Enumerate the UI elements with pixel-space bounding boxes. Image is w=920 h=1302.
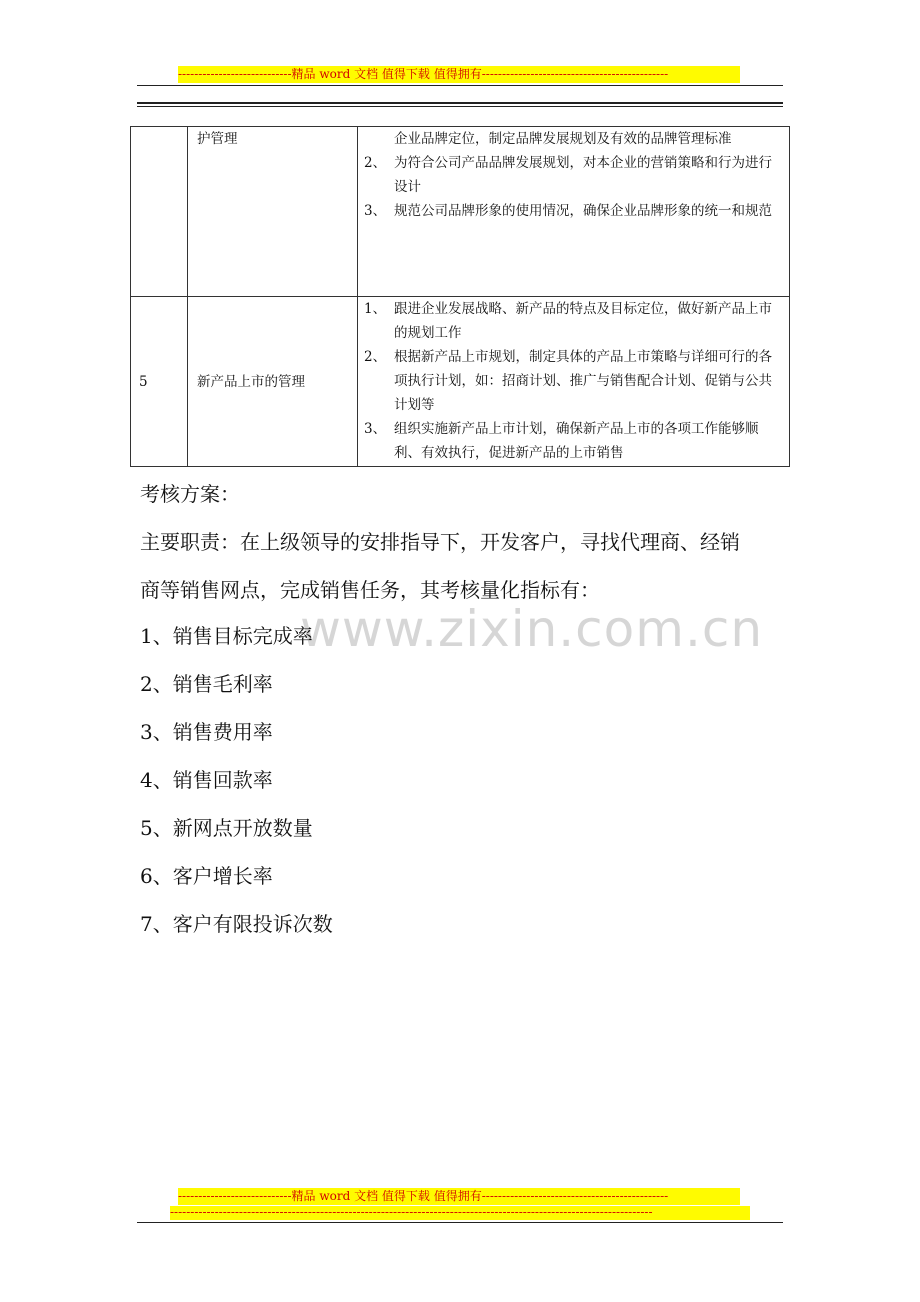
list-item bbox=[364, 127, 781, 151]
row-title: 护管理 bbox=[188, 127, 358, 297]
footer-dash-line: ----------------------------------------------------------------------------------------------------------------------- bbox=[170, 1206, 750, 1220]
header-rule-double-top bbox=[137, 102, 783, 104]
item-text: 根据新产品上市规划，制定具体的产品上市策略与详细可行的各项执行计划，如：招商计划、推广与销售配合计划、促销与公共计划等 bbox=[394, 349, 772, 413]
item-number: 3、 bbox=[364, 421, 387, 437]
list-item bbox=[364, 297, 781, 345]
table-row bbox=[131, 297, 790, 467]
row-title: 新产品上市的管理 bbox=[188, 297, 358, 467]
watermark: www.zixin.com.cn bbox=[300, 600, 764, 658]
indicator-item: 4、销售回款率 bbox=[140, 768, 273, 792]
list-item bbox=[364, 151, 781, 199]
item-number: 2、 bbox=[364, 349, 387, 365]
row-description bbox=[358, 127, 790, 297]
indicator-item: 3、销售费用率 bbox=[140, 720, 273, 744]
table-row bbox=[131, 127, 790, 297]
footer-rule bbox=[137, 1222, 783, 1223]
indicator-item: 1、销售目标完成率 bbox=[140, 624, 313, 648]
indicator-item: 5、新网点开放数量 bbox=[140, 816, 313, 840]
item-number bbox=[364, 127, 394, 151]
item-number: 2、 bbox=[364, 155, 387, 171]
section-heading: 考核方案： bbox=[140, 482, 240, 506]
indicator-item: 6、客户增长率 bbox=[140, 864, 273, 888]
row-number: 5 bbox=[131, 297, 188, 467]
duty-paragraph-line-2: 商等销售网点，完成销售任务，其考核量化指标有： bbox=[140, 578, 600, 602]
item-text: 为符合公司产品品牌发展规划，对本企业的营销策略和行为进行设计 bbox=[394, 155, 772, 195]
item-number: 3、 bbox=[364, 203, 387, 219]
item-text: 规范公司品牌形象的使用情况，确保企业品牌形象的统一和规范 bbox=[394, 203, 772, 219]
indicator-item: 2、销售毛利率 bbox=[140, 672, 273, 696]
item-text: 组织实施新产品上市计划，确保新产品上市的各项工作能够顺利、有效执行，促进新产品的上市销售 bbox=[394, 421, 759, 461]
item-text: 企业品牌定位，制定品牌发展规划及有效的品牌管理标准 bbox=[394, 131, 732, 147]
list-item bbox=[364, 345, 781, 417]
duty-paragraph-line-1: 主要职责：在上级领导的安排指导下，开发客户，寻找代理商、经销 bbox=[140, 530, 740, 554]
header-rule-double-bottom bbox=[137, 106, 783, 107]
row-description bbox=[358, 297, 790, 467]
row-number bbox=[131, 127, 188, 297]
list-item bbox=[364, 417, 781, 465]
item-number: 1、 bbox=[364, 301, 387, 317]
duty-table bbox=[130, 126, 790, 467]
header-banner: ----------------------------精品 word 文档 值得下载 值得拥有---------------------------------------------- bbox=[178, 66, 740, 83]
list-item bbox=[364, 199, 781, 223]
indicator-item: 7、客户有限投诉次数 bbox=[140, 912, 333, 936]
footer-banner: ----------------------------精品 word 文档 值得下载 值得拥有---------------------------------------------- bbox=[178, 1188, 740, 1205]
header-rule-thin bbox=[137, 85, 783, 86]
item-text: 跟进企业发展战略、新产品的特点及目标定位，做好新产品上市的规划工作 bbox=[394, 301, 772, 341]
